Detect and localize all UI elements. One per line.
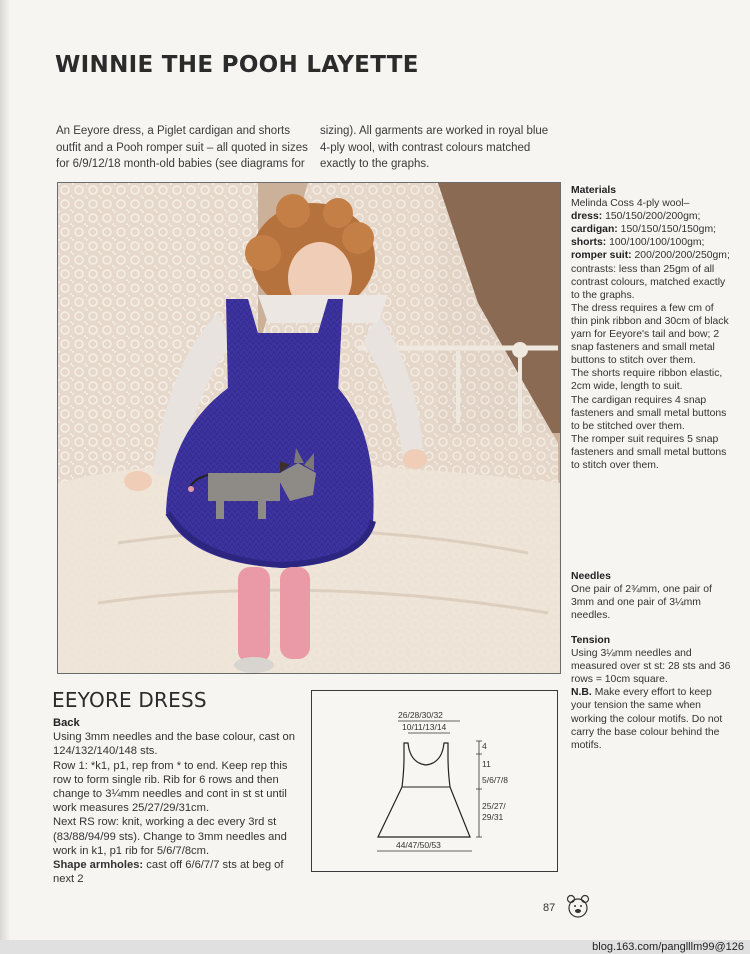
romper-value: 200/200/200/250gm; contrasts: less than 25gm of all contrast colours, matched exactly to the graphs. <box>571 250 730 301</box>
shorts-label: shorts: <box>571 237 607 249</box>
materials-intro: Melinda Coss 4-ply wool– <box>571 198 690 210</box>
tension-text: Using 3¼mm needles and measured over st st: 28 sts and 36 rows = 10cm square. <box>571 648 731 686</box>
materials-note-cardigan: The cardigan requires 4 snap fasteners and small metal buttons to be stitched over them. <box>571 394 727 432</box>
materials-note-dress: The dress requires a few cm of thin pink ribbon and 30cm of black yarn for Eeyore's tail and bow; 2 snap fasteners and small metal buttons to stitch over them. <box>571 302 729 367</box>
nb-label: N.B. <box>571 687 592 699</box>
intro-line: for 6/9/12/18 month-old babies (see diagrams for <box>56 158 305 170</box>
instruction-paragraph: Row 1: *k1, p1, rep from * to end. Keep rep this row to form single rib. Rib for 6 rows and then change to 3¼mm needles and cont in st st until work measures 25/27/29/31cm. <box>53 759 288 815</box>
tension-heading: Tension <box>571 635 611 646</box>
eeyore-dress-instructions <box>53 716 303 886</box>
romper-label: romper suit: <box>571 250 632 262</box>
cardigan-label: cardigan: <box>571 224 618 236</box>
instruction-paragraph <box>53 858 303 886</box>
intro-right-column <box>320 123 560 173</box>
shape-armholes-label: Shape armholes: <box>53 859 144 872</box>
diagram-drawing <box>312 691 557 871</box>
page-number: 87 <box>543 902 556 914</box>
watermark-text: blog.163.com/panglllm99@126 <box>592 941 744 953</box>
label-strap: 4 <box>482 741 487 751</box>
materials-note-romper: The romper suit requires 5 snap fasteners and small metal buttons to stitch over them. <box>571 433 727 471</box>
page-title: WINNIE THE POOH LAYETTE <box>55 52 419 78</box>
tension-section <box>571 634 731 752</box>
needles-text: One pair of 2¾mm, one pair of 3mm and one pair of 3¼mm needles. <box>571 584 712 622</box>
needles-section <box>571 570 731 622</box>
label-top-width: 26/28/30/32 <box>398 710 443 720</box>
product-photo <box>57 182 561 674</box>
label-bodice: 5/6/7/8 <box>482 775 508 785</box>
page-edge <box>0 0 10 954</box>
label-inner-width: 10/11/13/14 <box>402 722 447 732</box>
materials-section <box>571 184 731 472</box>
label-skirt-2: 29/31 <box>482 812 504 822</box>
intro-line: outfit and a Pooh romper suit – all quoted in sizes <box>56 141 308 154</box>
dress-value: 150/150/200/200gm; <box>605 211 701 223</box>
pooh-icon <box>566 892 590 920</box>
dress-label: dress: <box>571 211 603 223</box>
dress-size-diagram <box>311 690 558 872</box>
materials-heading: Materials <box>571 185 617 196</box>
shorts-value: 100/100/100/100gm; <box>609 237 705 249</box>
materials-quantities <box>571 210 731 302</box>
needles-heading: Needles <box>571 571 611 582</box>
intro-line: 4-ply wool, with contrast colours matched <box>320 141 531 154</box>
cardigan-value: 150/150/150/150gm; <box>620 224 716 236</box>
label-armhole: 11 <box>482 759 491 769</box>
photo-illustration <box>58 183 560 673</box>
watermark-bar <box>0 940 750 954</box>
intro-line: exactly to the graphs. <box>320 158 430 170</box>
intro-line: An Eeyore dress, a Piglet cardigan and shorts <box>56 125 290 137</box>
instruction-paragraph: Next RS row: knit, working a dec every 3rd st (83/88/94/99 sts). Change to 3mm needles and work in k1, p1 rib for 5/6/7/8cm. <box>53 816 287 857</box>
nb-text: Make every effort to keep your tension the same when working the colour motifs. Do not carry the base colour behind the motifs. <box>571 687 723 751</box>
section-title-eeyore-dress: EEYORE DRESS <box>52 688 207 712</box>
label-bottom-width: 44/47/50/53 <box>396 840 441 850</box>
intro-left-column <box>56 123 314 173</box>
instruction-paragraph: Using 3mm needles and the base colour, cast on 124/132/140/148 sts. <box>53 731 295 758</box>
back-heading: Back <box>53 717 80 729</box>
shape-armholes-text: cast off 6/6/7/7 sts at beg of next 2 <box>53 859 284 886</box>
label-skirt-1: 25/27/ <box>482 801 506 811</box>
tension-note <box>571 686 731 751</box>
materials-note-shorts: The shorts require ribbon elastic, 2cm wide, length to suit. <box>571 368 723 393</box>
intro-line: sizing). All garments are worked in royal blue <box>320 125 549 137</box>
